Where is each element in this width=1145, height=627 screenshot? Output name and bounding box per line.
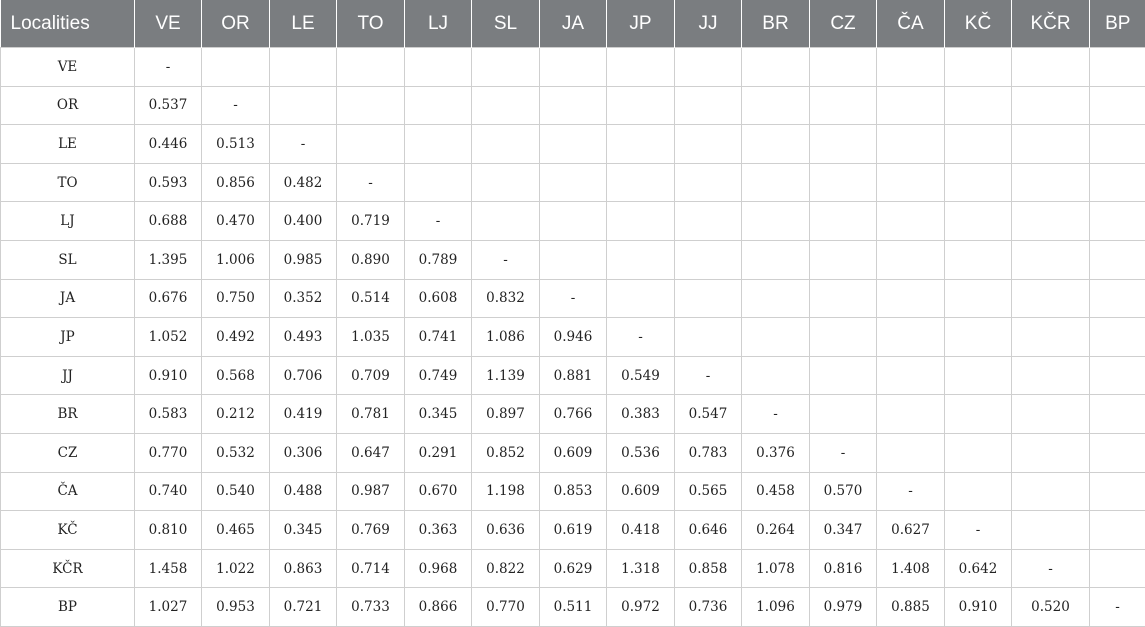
table-cell [1012, 48, 1090, 87]
table-row [1, 86, 1145, 125]
table-cell: 0.514 [337, 279, 405, 318]
table-cell: 0.629 [540, 549, 607, 588]
table-cell: 1.086 [472, 318, 540, 357]
table-cell: 0.593 [135, 163, 202, 202]
table-cell: 0.568 [202, 356, 270, 395]
table-cell: 0.769 [337, 511, 405, 550]
column-header: ČA [877, 0, 945, 48]
table-cell [405, 125, 472, 164]
table-cell [1012, 240, 1090, 279]
row-label: BR [1, 395, 135, 434]
row-label: ČA [1, 472, 135, 511]
table-cell: - [877, 472, 945, 511]
table-cell [270, 86, 337, 125]
table-cell: 0.766 [540, 395, 607, 434]
table-cell: 0.810 [135, 511, 202, 550]
table-row [1, 356, 1145, 395]
table-cell [1090, 511, 1145, 550]
table-row [1, 48, 1145, 87]
table-cell: 0.493 [270, 318, 337, 357]
table-cell [810, 279, 877, 318]
table-cell: 0.979 [810, 588, 877, 627]
table-cell [1012, 86, 1090, 125]
table-cell: 1.022 [202, 549, 270, 588]
table-cell [810, 356, 877, 395]
table-cell: 0.881 [540, 356, 607, 395]
table-cell [742, 318, 810, 357]
row-label: KČR [1, 549, 135, 588]
table-cell [1012, 472, 1090, 511]
table-cell [810, 163, 877, 202]
table-cell: 0.609 [607, 472, 675, 511]
table-cell: 0.458 [742, 472, 810, 511]
table-cell: 0.890 [337, 240, 405, 279]
table-cell [742, 356, 810, 395]
table-cell: - [1090, 588, 1145, 627]
row-label: LJ [1, 202, 135, 241]
table-cell: 0.750 [202, 279, 270, 318]
table-row [1, 318, 1145, 357]
table-cell [607, 240, 675, 279]
table-cell: 0.987 [337, 472, 405, 511]
table-cell [337, 125, 405, 164]
table-cell: 0.858 [675, 549, 742, 588]
table-cell [742, 48, 810, 87]
table-cell [742, 279, 810, 318]
table-row [1, 549, 1145, 588]
table-cell: 0.583 [135, 395, 202, 434]
table-cell [1090, 202, 1145, 241]
table-cell [1090, 356, 1145, 395]
table-cell [405, 86, 472, 125]
column-header: SL [472, 0, 540, 48]
table-cell: 0.549 [607, 356, 675, 395]
table-cell [810, 202, 877, 241]
table-cell [810, 240, 877, 279]
table-cell: - [607, 318, 675, 357]
table-cell: 0.676 [135, 279, 202, 318]
table-cell: 0.647 [337, 433, 405, 472]
column-header: LJ [405, 0, 472, 48]
table-cell: 0.706 [270, 356, 337, 395]
table-cell [607, 86, 675, 125]
table-cell: 0.492 [202, 318, 270, 357]
table-cell [337, 48, 405, 87]
table-cell [472, 202, 540, 241]
table-cell [540, 163, 607, 202]
table-cell: 0.347 [810, 511, 877, 550]
table-header [1, 0, 1145, 48]
column-header: KČR [1012, 0, 1090, 48]
table-row [1, 240, 1145, 279]
table-cell: 0.985 [270, 240, 337, 279]
table-cell [607, 163, 675, 202]
table-cell [810, 86, 877, 125]
table-cell [472, 163, 540, 202]
table-cell [945, 472, 1012, 511]
row-label: JA [1, 279, 135, 318]
table-cell: 0.897 [472, 395, 540, 434]
table-cell: 0.733 [337, 588, 405, 627]
column-header: CZ [810, 0, 877, 48]
table-cell: 0.470 [202, 202, 270, 241]
table-cell: 0.968 [405, 549, 472, 588]
row-label: JP [1, 318, 135, 357]
table-cell: 0.832 [472, 279, 540, 318]
table-cell: 0.642 [945, 549, 1012, 588]
table-cell: 0.418 [607, 511, 675, 550]
table-cell: - [337, 163, 405, 202]
table-cell: 0.513 [202, 125, 270, 164]
table-cell: 0.537 [135, 86, 202, 125]
table-cell [540, 240, 607, 279]
table-cell [675, 202, 742, 241]
table-cell: 0.910 [135, 356, 202, 395]
table-row [1, 472, 1145, 511]
table-cell [1090, 549, 1145, 588]
table-cell: 0.419 [270, 395, 337, 434]
table-cell [1012, 163, 1090, 202]
table-cell [1090, 318, 1145, 357]
table-cell: 0.852 [472, 433, 540, 472]
column-header: VE [135, 0, 202, 48]
column-header: KČ [945, 0, 1012, 48]
table-cell: 0.816 [810, 549, 877, 588]
table-cell: 0.565 [675, 472, 742, 511]
table-cell [1012, 125, 1090, 164]
row-label: LE [1, 125, 135, 164]
table-cell: 0.721 [270, 588, 337, 627]
table-cell: 1.408 [877, 549, 945, 588]
table-cell: 0.608 [405, 279, 472, 318]
table-cell: 0.741 [405, 318, 472, 357]
table-cell: 0.789 [405, 240, 472, 279]
table-cell: 0.540 [202, 472, 270, 511]
table-cell: 0.212 [202, 395, 270, 434]
table-cell: 0.770 [135, 433, 202, 472]
table-cell [540, 48, 607, 87]
table-cell: - [810, 433, 877, 472]
table-cell [1012, 433, 1090, 472]
table-cell: 0.400 [270, 202, 337, 241]
table-cell: 1.458 [135, 549, 202, 588]
table-cell: 0.536 [607, 433, 675, 472]
table-cell [1090, 395, 1145, 434]
table-cell: 0.856 [202, 163, 270, 202]
table-cell: 0.520 [1012, 588, 1090, 627]
table-cell: 1.027 [135, 588, 202, 627]
table-cell [607, 279, 675, 318]
table-row [1, 433, 1145, 472]
table-cell [945, 240, 1012, 279]
row-label: JJ [1, 356, 135, 395]
table-cell [1090, 163, 1145, 202]
table-cell: 0.885 [877, 588, 945, 627]
table-cell: 0.532 [202, 433, 270, 472]
table-cell [877, 163, 945, 202]
table-cell: 0.770 [472, 588, 540, 627]
table-cell: 0.749 [405, 356, 472, 395]
row-label: VE [1, 48, 135, 87]
table-cell [607, 202, 675, 241]
table-cell [810, 395, 877, 434]
table-cell [945, 202, 1012, 241]
table-row [1, 588, 1145, 627]
table-cell [405, 163, 472, 202]
table-row [1, 279, 1145, 318]
table-cell: 0.352 [270, 279, 337, 318]
table-cell: 0.953 [202, 588, 270, 627]
table-cell [1090, 240, 1145, 279]
table-cell: 1.139 [472, 356, 540, 395]
table-cell [877, 356, 945, 395]
column-header-localities: Localities [1, 0, 135, 48]
table-row [1, 202, 1145, 241]
table-cell: 0.376 [742, 433, 810, 472]
row-label: KČ [1, 511, 135, 550]
table-cell: 0.306 [270, 433, 337, 472]
column-header: BR [742, 0, 810, 48]
table-cell: 0.863 [270, 549, 337, 588]
table-cell [1090, 472, 1145, 511]
table-cell [675, 163, 742, 202]
table-cell: 0.740 [135, 472, 202, 511]
table-cell [1012, 318, 1090, 357]
table-cell [675, 240, 742, 279]
table-cell [945, 163, 1012, 202]
table-body [1, 48, 1145, 627]
table-cell: 0.264 [742, 511, 810, 550]
table-cell [270, 48, 337, 87]
table-cell [607, 48, 675, 87]
column-header: JA [540, 0, 607, 48]
table-cell: 0.646 [675, 511, 742, 550]
column-header: JJ [675, 0, 742, 48]
table-cell: 1.395 [135, 240, 202, 279]
column-header: LE [270, 0, 337, 48]
table-cell [945, 125, 1012, 164]
table-cell: - [540, 279, 607, 318]
table-cell: 0.363 [405, 511, 472, 550]
table-cell [810, 318, 877, 357]
table-cell [1012, 356, 1090, 395]
table-cell: 0.972 [607, 588, 675, 627]
table-cell [877, 279, 945, 318]
table-cell [810, 125, 877, 164]
table-cell: 0.866 [405, 588, 472, 627]
table-cell [540, 86, 607, 125]
table-cell [337, 86, 405, 125]
table-cell: 0.345 [270, 511, 337, 550]
row-label: CZ [1, 433, 135, 472]
table-cell: 0.482 [270, 163, 337, 202]
table-cell: 0.688 [135, 202, 202, 241]
table-row [1, 163, 1145, 202]
table-cell: 0.853 [540, 472, 607, 511]
table-cell: 1.096 [742, 588, 810, 627]
table-cell [877, 395, 945, 434]
table-cell: 0.719 [337, 202, 405, 241]
table-cell [742, 163, 810, 202]
table-cell: 1.035 [337, 318, 405, 357]
table-cell: 1.198 [472, 472, 540, 511]
table-cell: 0.781 [337, 395, 405, 434]
table-cell [202, 48, 270, 87]
table-cell [675, 318, 742, 357]
table-cell [742, 86, 810, 125]
table-cell: 0.636 [472, 511, 540, 550]
table-cell [945, 48, 1012, 87]
table-cell: - [675, 356, 742, 395]
table-cell: 1.052 [135, 318, 202, 357]
table-cell [1090, 279, 1145, 318]
table-cell [877, 240, 945, 279]
column-header: JP [607, 0, 675, 48]
table-cell [1090, 86, 1145, 125]
table-cell [945, 433, 1012, 472]
table-cell [607, 125, 675, 164]
table-cell: - [270, 125, 337, 164]
table-cell [675, 48, 742, 87]
table-cell [742, 125, 810, 164]
table-cell: 0.627 [877, 511, 945, 550]
table-cell [1012, 395, 1090, 434]
row-label: TO [1, 163, 135, 202]
table-cell: 0.736 [675, 588, 742, 627]
table-cell [877, 125, 945, 164]
table-cell: - [1012, 549, 1090, 588]
table-cell [1012, 279, 1090, 318]
table-cell [945, 279, 1012, 318]
table-cell [945, 356, 1012, 395]
row-label: SL [1, 240, 135, 279]
table-cell: 0.910 [945, 588, 1012, 627]
table-cell [877, 48, 945, 87]
table-cell: 0.291 [405, 433, 472, 472]
table-cell: 0.714 [337, 549, 405, 588]
table-cell: 0.383 [607, 395, 675, 434]
column-header: OR [202, 0, 270, 48]
table-cell: - [945, 511, 1012, 550]
table-cell [810, 48, 877, 87]
table-cell [945, 395, 1012, 434]
table-cell: 0.609 [540, 433, 607, 472]
table-cell: 0.822 [472, 549, 540, 588]
table-cell [540, 202, 607, 241]
table-cell: 0.946 [540, 318, 607, 357]
row-label: OR [1, 86, 135, 125]
table-cell [675, 279, 742, 318]
table-cell: 0.446 [135, 125, 202, 164]
table-cell [675, 125, 742, 164]
table-cell [1090, 125, 1145, 164]
table-cell: 0.511 [540, 588, 607, 627]
table-cell: - [405, 202, 472, 241]
table-cell [540, 125, 607, 164]
table-cell [877, 202, 945, 241]
table-cell [1012, 202, 1090, 241]
header-row [1, 0, 1145, 48]
table-row [1, 125, 1145, 164]
table-cell [472, 86, 540, 125]
table-cell: 1.078 [742, 549, 810, 588]
table-cell [1090, 433, 1145, 472]
table-cell [675, 86, 742, 125]
table-cell [472, 48, 540, 87]
table-cell: 0.670 [405, 472, 472, 511]
table-cell [945, 86, 1012, 125]
table-cell: 0.488 [270, 472, 337, 511]
table-cell [877, 86, 945, 125]
table-cell [877, 433, 945, 472]
table-row [1, 395, 1145, 434]
table-cell: 0.570 [810, 472, 877, 511]
table-row [1, 511, 1145, 550]
table-cell [1090, 48, 1145, 87]
table-cell: 0.465 [202, 511, 270, 550]
table-cell [877, 318, 945, 357]
table-cell: - [742, 395, 810, 434]
table-cell [472, 125, 540, 164]
table-cell: 0.783 [675, 433, 742, 472]
table-cell: 1.318 [607, 549, 675, 588]
table-cell: 1.006 [202, 240, 270, 279]
table-cell: - [135, 48, 202, 87]
table-cell: 0.345 [405, 395, 472, 434]
table-cell: - [202, 86, 270, 125]
table-cell [945, 318, 1012, 357]
column-header: TO [337, 0, 405, 48]
table-cell: 0.709 [337, 356, 405, 395]
column-header: BP [1090, 0, 1145, 48]
table-cell [742, 240, 810, 279]
table-cell [1012, 511, 1090, 550]
table-cell [742, 202, 810, 241]
table-cell: 0.547 [675, 395, 742, 434]
table-cell: 0.619 [540, 511, 607, 550]
table-cell [405, 48, 472, 87]
table-cell: - [472, 240, 540, 279]
row-label: BP [1, 588, 135, 627]
